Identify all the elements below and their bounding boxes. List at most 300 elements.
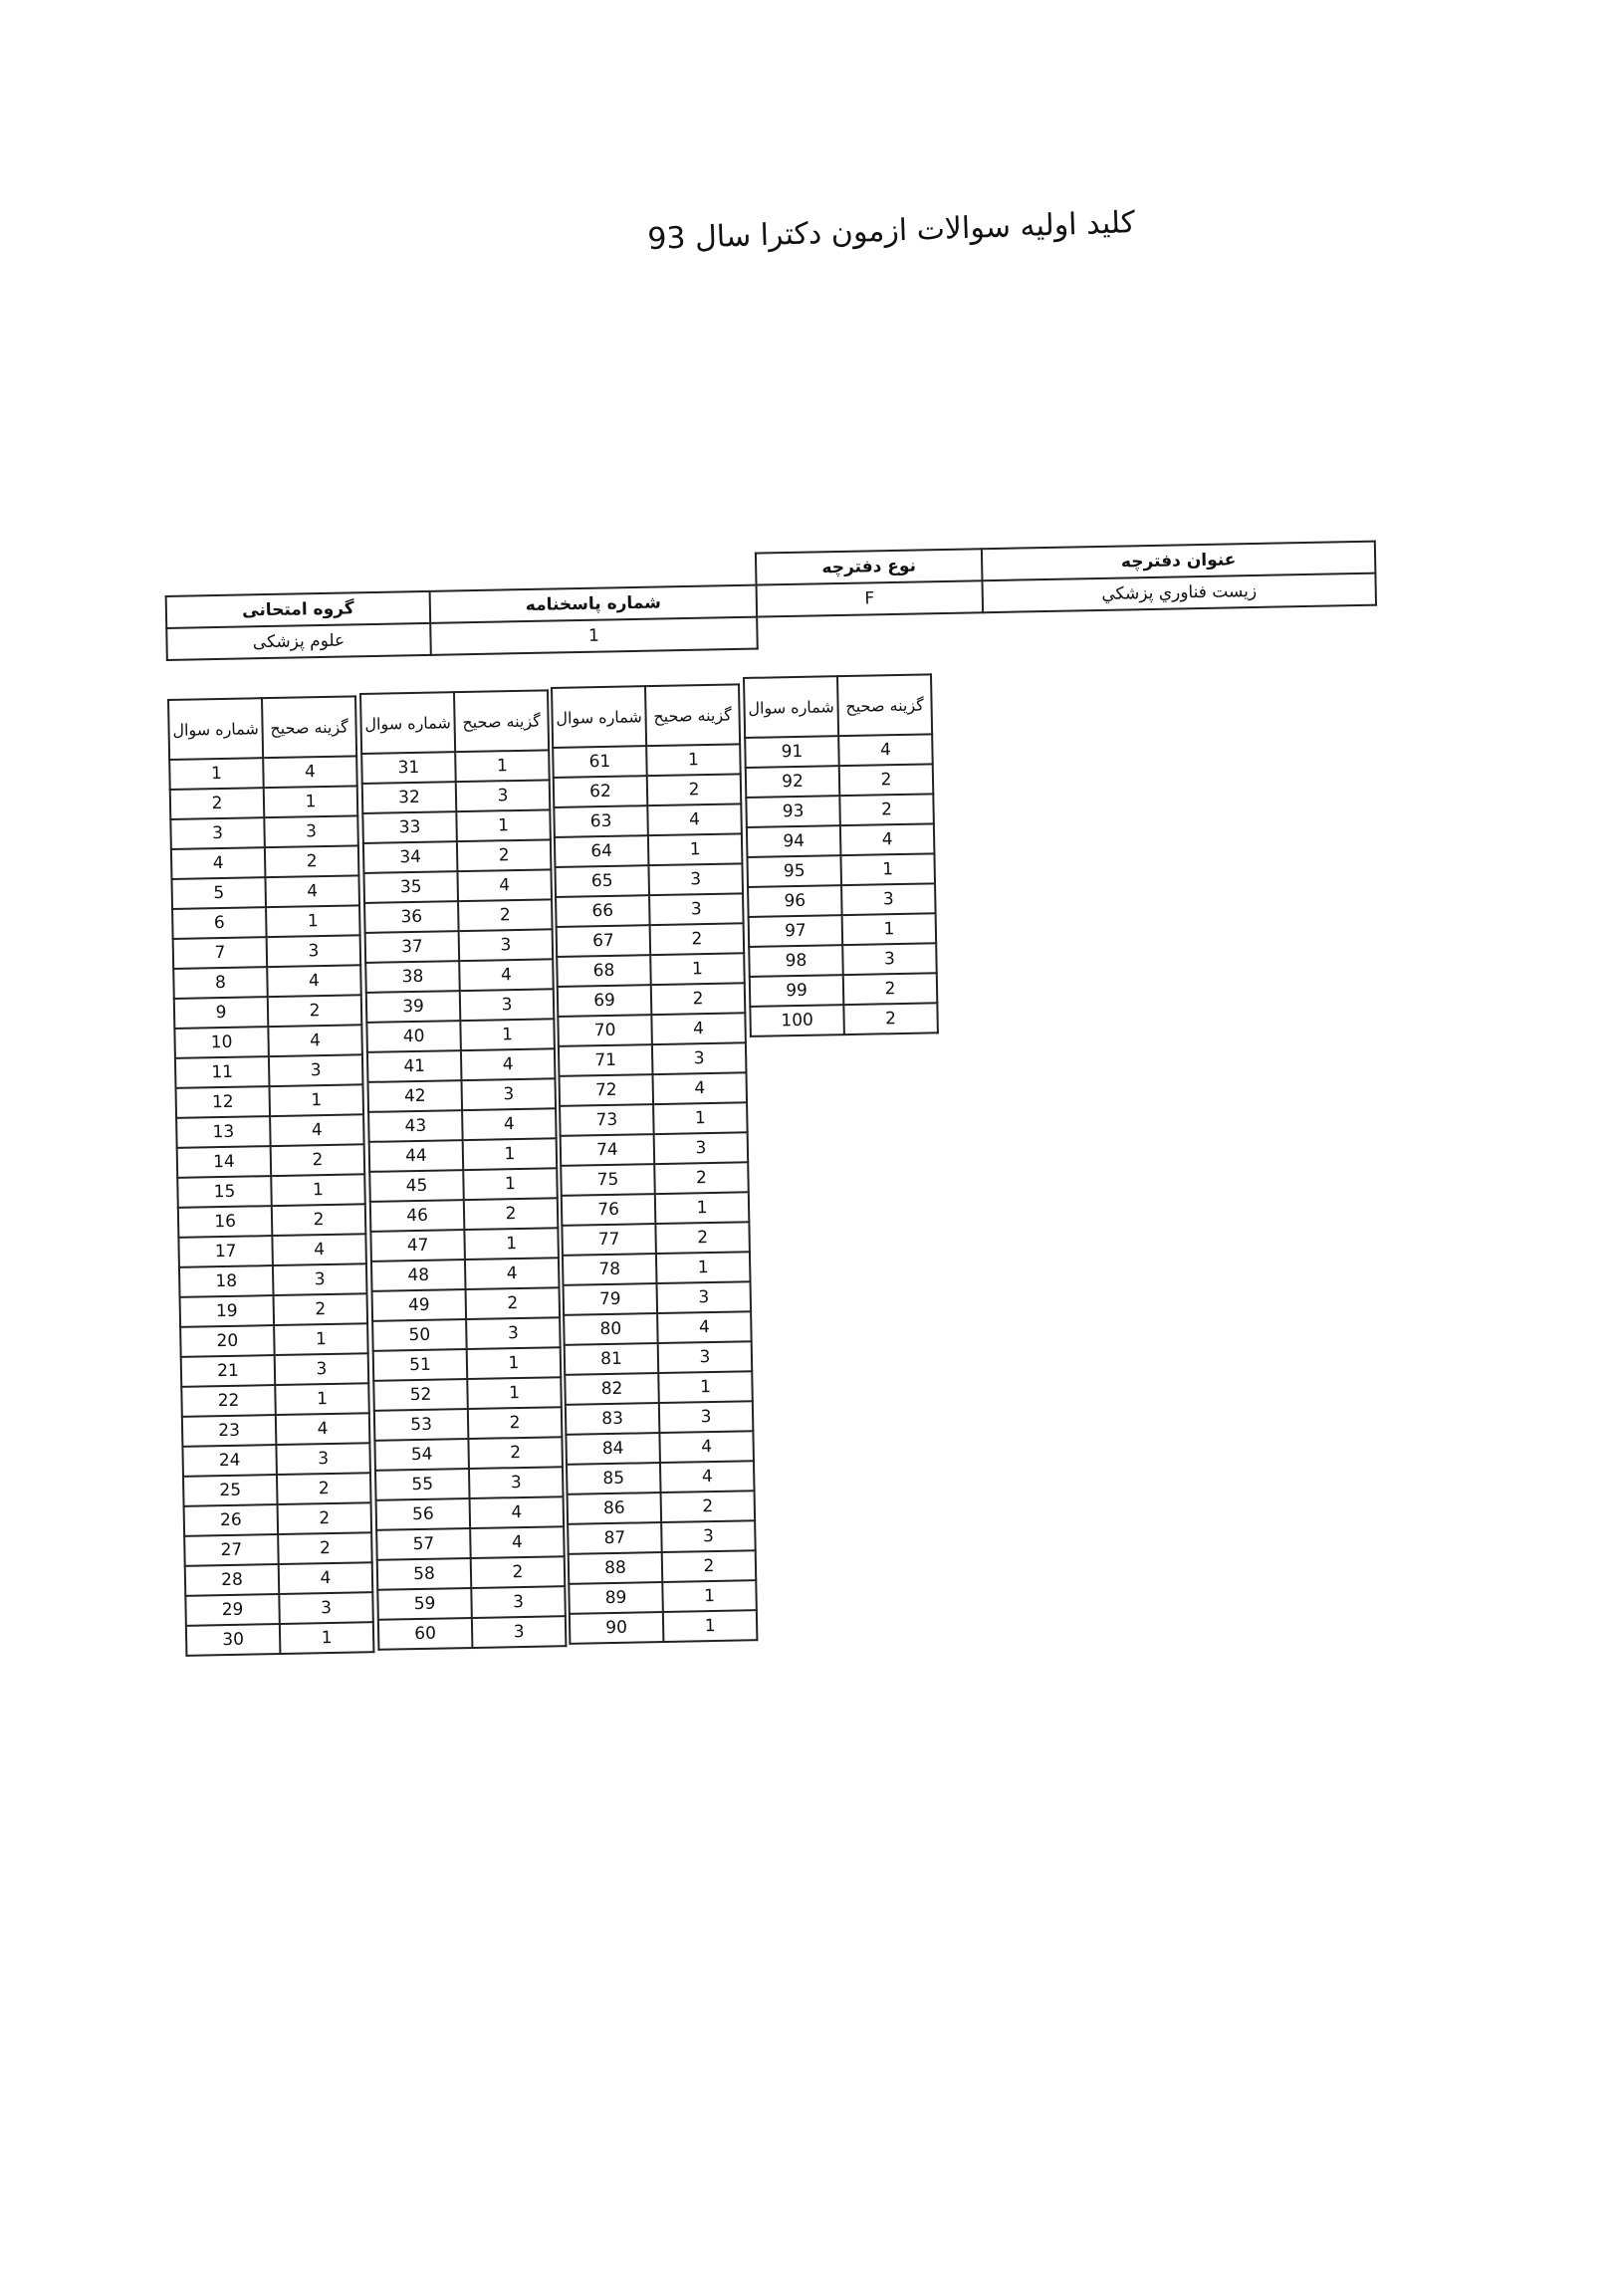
table-row (175, 1054, 363, 1088)
question-number: 96 (748, 885, 842, 917)
table-row (172, 905, 360, 939)
table-row (557, 953, 745, 987)
correct-option: 3 (841, 883, 936, 915)
question-number: 80 (564, 1313, 658, 1345)
question-number: 2 (170, 788, 265, 819)
correct-option-header: گزینه صحیح (454, 690, 549, 752)
question-number: 40 (366, 1021, 461, 1052)
table-row (559, 1042, 747, 1076)
correct-option: 3 (466, 1317, 561, 1349)
correct-option: 2 (839, 794, 934, 825)
question-number: 81 (565, 1343, 659, 1375)
question-number: 34 (363, 841, 458, 873)
question-number: 32 (362, 782, 457, 813)
question-number: 31 (361, 752, 456, 784)
correct-option: 1 (467, 1377, 562, 1409)
question-number: 28 (185, 1564, 280, 1596)
correct-option: 2 (654, 1162, 749, 1194)
correct-option: 2 (662, 1550, 757, 1582)
question-number: 6 (172, 907, 267, 939)
correct-option: 1 (266, 905, 360, 937)
question-number-header: شماره سوال (744, 676, 838, 738)
correct-option: 1 (280, 1622, 374, 1654)
correct-option: 2 (458, 899, 553, 931)
correct-option: 1 (655, 1192, 750, 1224)
answer-key-table (743, 673, 939, 1037)
question-number: 33 (362, 811, 457, 843)
booklet-title-value: زیست فناوري پزشكي (982, 574, 1376, 613)
question-number: 19 (180, 1295, 275, 1327)
answer-table-header (744, 674, 932, 738)
table-row (376, 1496, 565, 1530)
correct-option: 2 (839, 764, 934, 796)
table-row (561, 1162, 749, 1196)
correct-option: 3 (471, 1586, 566, 1618)
question-number: 21 (181, 1355, 276, 1387)
correct-option: 3 (654, 1132, 749, 1164)
table-row (750, 1003, 938, 1036)
table-row (178, 1204, 366, 1238)
table-row (746, 764, 934, 798)
question-number: 82 (565, 1373, 659, 1405)
question-number: 49 (372, 1289, 467, 1321)
correct-option: 2 (466, 1287, 561, 1319)
exam-group-label: گروه امتحانی (166, 591, 431, 628)
table-row (746, 794, 934, 827)
table-row (560, 1072, 748, 1106)
table-row (568, 1491, 756, 1524)
table-row (745, 734, 933, 768)
table-row (558, 983, 746, 1017)
table-row (178, 1234, 366, 1267)
table-row (169, 756, 357, 790)
question-number: 53 (374, 1409, 469, 1441)
question-number: 26 (184, 1504, 279, 1536)
question-number: 17 (178, 1236, 273, 1267)
table-row (376, 1526, 565, 1560)
table-row (557, 923, 745, 957)
answer-key-table (359, 689, 567, 1650)
table-row (176, 1084, 364, 1118)
question-number: 78 (563, 1254, 657, 1285)
correct-option: 3 (659, 1401, 754, 1433)
question-number: 55 (375, 1469, 470, 1500)
page-title: کلید اولیه سوالات ازمون دکترا سال 93 (646, 205, 1136, 258)
correct-option: 1 (653, 1102, 748, 1134)
table-row (554, 774, 742, 807)
table-row (367, 1048, 556, 1082)
correct-option: 3 (657, 1281, 752, 1313)
correct-option: 2 (464, 1198, 559, 1230)
table-row (556, 893, 744, 927)
table-row (747, 853, 935, 887)
correct-option: 4 (263, 756, 357, 788)
table-row (171, 845, 359, 879)
table-row (560, 1102, 748, 1136)
correct-option: 1 (842, 913, 937, 945)
correct-option: 4 (659, 1431, 754, 1463)
question-number: 74 (561, 1134, 655, 1166)
question-number: 88 (569, 1552, 663, 1584)
table-row (182, 1443, 370, 1477)
table-row (365, 929, 554, 963)
correct-option: 4 (268, 1025, 362, 1056)
table-row (181, 1383, 369, 1417)
correct-option: 2 (655, 1222, 750, 1254)
table-row (371, 1258, 560, 1291)
table-row (565, 1341, 753, 1375)
table-row (173, 935, 361, 969)
question-number: 12 (176, 1086, 271, 1118)
table-row (185, 1592, 373, 1626)
correct-option: 2 (468, 1407, 563, 1439)
correct-option: 3 (649, 893, 744, 925)
answer-column-1 (167, 695, 374, 1656)
table-row (570, 1610, 758, 1644)
correct-option: 4 (651, 1013, 746, 1044)
correct-option: 3 (648, 863, 743, 895)
table-row (170, 786, 358, 819)
table-row (363, 869, 552, 903)
question-number: 29 (185, 1594, 280, 1626)
question-number: 91 (745, 736, 839, 768)
correct-option-header: گزینه صحیح (262, 696, 356, 758)
question-number: 87 (568, 1522, 662, 1554)
correct-option: 4 (267, 965, 361, 997)
table-row (170, 815, 358, 849)
question-number: 71 (559, 1044, 653, 1076)
correct-option: 3 (279, 1592, 373, 1624)
correct-option-header: گزینه صحیح (837, 674, 932, 736)
correct-option: 3 (269, 1054, 363, 1086)
question-number: 45 (369, 1170, 464, 1202)
correct-option: 1 (463, 1138, 558, 1170)
table-row (569, 1550, 757, 1584)
question-number: 50 (372, 1319, 467, 1351)
correct-option: 4 (276, 1413, 370, 1445)
question-number-header: شماره سوال (552, 686, 646, 748)
correct-option: 2 (268, 995, 362, 1027)
correct-option: 2 (457, 839, 552, 871)
question-number: 73 (560, 1104, 654, 1136)
table-row (370, 1228, 559, 1262)
correct-option: 3 (460, 989, 555, 1021)
answer-table-header (168, 696, 356, 760)
question-number: 69 (558, 985, 652, 1017)
table-row (362, 780, 551, 813)
question-number: 59 (377, 1588, 472, 1620)
correct-option: 1 (455, 750, 550, 782)
table-row (377, 1556, 566, 1590)
question-number: 68 (557, 955, 651, 987)
correct-option: 2 (650, 923, 745, 955)
question-number: 98 (749, 945, 843, 977)
table-row (182, 1413, 370, 1447)
correct-option: 1 (456, 809, 551, 841)
booklet-title-label: عنوان دفترچه (982, 542, 1376, 581)
correct-option: 4 (840, 823, 935, 855)
correct-option: 4 (270, 1114, 364, 1146)
table-row (566, 1431, 754, 1465)
correct-option: 1 (646, 744, 741, 776)
table-row (568, 1520, 756, 1554)
question-number: 63 (554, 805, 648, 837)
correct-option: 2 (265, 845, 359, 877)
question-number: 23 (182, 1415, 277, 1447)
correct-option: 4 (838, 734, 933, 766)
booklet-info-table (164, 541, 1378, 661)
correct-option: 1 (662, 1580, 757, 1612)
question-number: 84 (566, 1433, 660, 1465)
correct-option: 2 (843, 1003, 938, 1034)
table-row (362, 809, 551, 843)
table-row (750, 973, 938, 1007)
question-number: 11 (175, 1056, 270, 1088)
question-number: 27 (184, 1534, 279, 1566)
correct-option: 3 (658, 1341, 753, 1373)
table-row (748, 883, 936, 917)
question-number: 3 (170, 817, 265, 849)
question-number: 51 (373, 1349, 468, 1381)
question-number: 56 (376, 1498, 471, 1530)
exam-group-value: علوم پزشکی (166, 623, 431, 660)
correct-option: 2 (647, 774, 742, 805)
booklet-info-table-wrapper (164, 541, 1378, 661)
table-row (180, 1323, 368, 1357)
table-row (562, 1222, 750, 1256)
table-row (366, 989, 555, 1023)
question-number: 48 (371, 1260, 466, 1291)
correct-option: 2 (278, 1502, 372, 1534)
answer-column-4 (743, 673, 939, 1037)
question-number: 61 (553, 746, 647, 778)
answer-column-3 (551, 683, 758, 1644)
correct-option: 4 (265, 875, 359, 907)
correct-option: 4 (459, 959, 554, 991)
table-row (373, 1347, 562, 1381)
question-number: 41 (367, 1050, 462, 1082)
correct-option: 3 (842, 943, 937, 975)
question-number: 1 (169, 758, 264, 790)
correct-option: 2 (843, 973, 938, 1005)
table-row (370, 1198, 559, 1232)
correct-option: 3 (469, 1467, 564, 1498)
booklet-type-label: نوع دفترچه (756, 549, 983, 584)
table-row (749, 913, 937, 947)
question-number: 36 (364, 901, 459, 933)
question-number: 18 (179, 1265, 274, 1297)
correct-option-header: گزینه صحیح (645, 684, 740, 746)
correct-option: 4 (653, 1072, 748, 1104)
question-number: 52 (373, 1379, 468, 1411)
correct-option: 3 (264, 815, 358, 847)
table-row (554, 804, 742, 837)
correct-option: 3 (276, 1443, 370, 1475)
table-row (373, 1377, 562, 1411)
question-number: 43 (368, 1110, 463, 1142)
question-number: 22 (181, 1385, 276, 1417)
table-row (184, 1502, 372, 1536)
correct-option: 2 (471, 1556, 566, 1588)
question-number: 47 (370, 1230, 465, 1262)
table-row (378, 1616, 567, 1650)
correct-option: 3 (275, 1353, 369, 1385)
table-row (565, 1371, 753, 1405)
correct-option: 4 (657, 1311, 752, 1343)
correct-option: 4 (462, 1108, 557, 1140)
question-number: 16 (178, 1206, 273, 1238)
correct-option: 3 (456, 780, 551, 811)
correct-option: 4 (272, 1234, 366, 1265)
correct-option: 4 (470, 1496, 565, 1528)
question-number: 15 (177, 1176, 272, 1208)
answer-table-header (552, 684, 740, 748)
correct-option: 3 (661, 1520, 756, 1552)
question-number: 92 (746, 766, 840, 798)
table-row (185, 1562, 373, 1596)
table-row (366, 1019, 555, 1052)
correct-option: 2 (271, 1144, 365, 1176)
question-number: 97 (749, 915, 843, 947)
correct-option: 1 (270, 1084, 364, 1116)
question-number: 20 (180, 1325, 275, 1357)
question-number: 14 (177, 1146, 272, 1178)
correct-option: 1 (275, 1383, 369, 1415)
table-row (372, 1317, 561, 1351)
question-number: 90 (570, 1612, 664, 1644)
correct-option: 2 (277, 1473, 371, 1504)
question-number: 94 (747, 825, 841, 857)
correct-option: 1 (463, 1168, 558, 1200)
table-row (363, 839, 552, 873)
table-row (361, 750, 550, 784)
table-row (555, 833, 743, 867)
table-row (558, 1013, 746, 1046)
correct-option: 4 (660, 1461, 755, 1492)
correct-option: 2 (651, 983, 746, 1015)
table-row (186, 1622, 374, 1656)
question-number: 37 (365, 931, 460, 963)
question-number: 100 (750, 1005, 844, 1036)
correct-option: 3 (267, 935, 361, 967)
question-number: 24 (182, 1445, 277, 1477)
correct-option: 2 (468, 1437, 563, 1469)
table-row (563, 1252, 751, 1285)
correct-option: 3 (472, 1616, 567, 1648)
table-row (555, 863, 743, 897)
table-row (374, 1407, 563, 1441)
question-number: 85 (567, 1463, 661, 1494)
question-number: 79 (564, 1283, 658, 1315)
question-number: 67 (557, 925, 651, 957)
question-number: 44 (369, 1140, 464, 1172)
table-row (372, 1287, 561, 1321)
correct-option: 1 (650, 953, 745, 985)
correct-option: 3 (273, 1263, 367, 1295)
table-row (567, 1461, 755, 1494)
correct-option: 1 (264, 786, 358, 817)
question-number: 95 (747, 855, 841, 887)
correct-option: 1 (656, 1252, 751, 1283)
question-number: 72 (560, 1074, 654, 1106)
question-number: 57 (376, 1528, 471, 1560)
correct-option: 4 (465, 1258, 560, 1289)
question-number: 70 (558, 1015, 652, 1046)
table-row (183, 1473, 371, 1506)
answer-key-table (551, 683, 758, 1644)
table-row (364, 899, 553, 933)
question-number: 9 (174, 997, 269, 1029)
question-number: 13 (176, 1116, 271, 1148)
correct-option: 2 (274, 1293, 368, 1325)
correct-option: 3 (462, 1078, 557, 1110)
table-row (374, 1437, 563, 1471)
answer-sheet-value: 1 (430, 617, 758, 655)
table-row (566, 1401, 754, 1435)
correct-option: 4 (457, 869, 552, 901)
correct-option: 4 (647, 804, 742, 835)
table-row (564, 1311, 752, 1345)
correct-option: 2 (272, 1204, 366, 1236)
table-row (368, 1108, 557, 1142)
question-number: 46 (370, 1200, 465, 1232)
question-number: 93 (746, 796, 840, 827)
question-number: 66 (556, 895, 650, 927)
table-row (747, 823, 935, 857)
question-number: 83 (566, 1403, 660, 1435)
correct-option: 3 (459, 929, 554, 961)
booklet-type-value: F (757, 580, 984, 616)
correct-option: 3 (652, 1042, 747, 1074)
question-number: 39 (366, 991, 461, 1023)
correct-option: 4 (470, 1526, 565, 1558)
table-row (179, 1263, 367, 1297)
question-number: 42 (368, 1080, 463, 1112)
table-row (369, 1138, 558, 1172)
question-number: 38 (365, 961, 460, 993)
table-row (569, 1580, 757, 1614)
table-row (177, 1174, 365, 1208)
correct-option: 1 (460, 1019, 555, 1050)
correct-option: 1 (648, 833, 743, 865)
question-number: 5 (171, 877, 266, 909)
table-row (174, 1025, 362, 1058)
question-number: 99 (750, 975, 844, 1007)
question-number: 58 (377, 1558, 472, 1590)
table-row (749, 943, 937, 977)
question-number: 89 (569, 1582, 663, 1614)
question-number: 35 (363, 871, 458, 903)
table-row (365, 959, 554, 993)
correct-option: 1 (467, 1347, 562, 1379)
table-row (369, 1168, 558, 1202)
table-row (375, 1467, 564, 1500)
table-row (377, 1586, 566, 1620)
answer-sheet-label: شماره پاسخنامه (430, 585, 758, 623)
table-row (564, 1281, 752, 1315)
table-row (176, 1114, 364, 1148)
question-number: 4 (171, 847, 266, 879)
question-number: 60 (378, 1618, 473, 1650)
correct-option: 1 (271, 1174, 365, 1206)
table-row (553, 744, 741, 778)
question-number: 8 (173, 967, 268, 999)
question-number: 65 (555, 865, 649, 897)
answer-table-header (360, 690, 549, 754)
correct-option: 4 (461, 1048, 556, 1080)
question-number-header: شماره سوال (168, 698, 263, 760)
correct-option: 1 (840, 853, 935, 885)
